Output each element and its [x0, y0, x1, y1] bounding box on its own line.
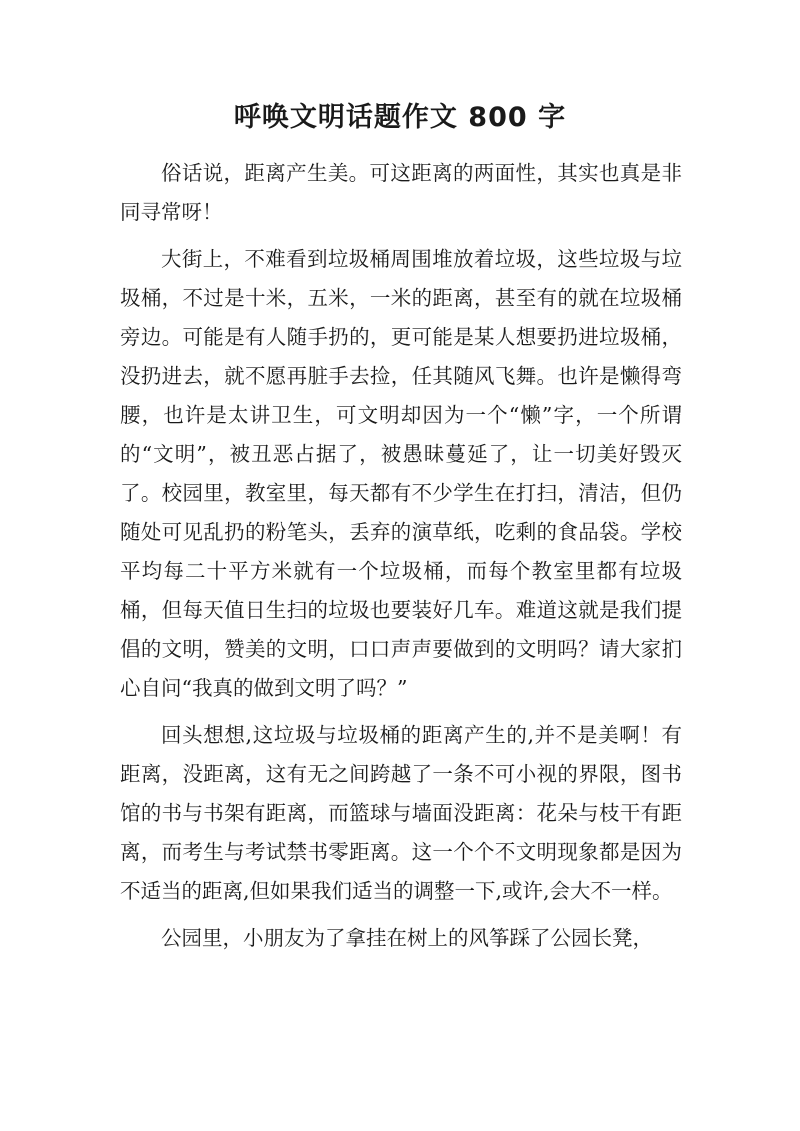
page-title: 呼唤文明话题作文 800 字: [233, 102, 567, 133]
paragraph-4: 公园里，小朋友为了拿挂在树上的风筝踩了公园长凳，: [161, 926, 653, 950]
paragraph-3: 回头想想,这垃圾与垃圾桶的距离产生的,并不是美啊！有距离，没距离，这有无之间跨越了一条不可小视的界限，图书馆的书与书架有距离，而篮球与墙面没距离：花朵与枝干有距离，而考生与考试禁书零距离。这一个个不文明现象都是因为不适当的距离,但如果我们适当的调整一下,或许,会大不一样。: [120, 723, 682, 903]
paragraph-2: 大街上，不难看到垃圾桶周围堆放着垃圾，这些垃圾与垃圾桶，不过是十米，五米，一米的距离，甚至有的就在垃圾桶旁边。可能是有人随手扔的，更可能是某人想要扔进垃圾桶，没扔进去，就不愿再脏手去捡，任其随风飞舞。也许是懒得弯腰，也许是太讲卫生，可文明却因为一个“懒”字，一个所谓的“文明”，被丑恶占据了，被愚昧蔓延了，让一切美好毁灭了。校园里，教室里，每天都有不少学生在打扫，清洁，但仍随处可见乱扔的粉笔头，丢弃的演草纸，吃剩的食品袋。学校平均每二十平方米就有一个垃圾桶，而每个教室里都有垃圾桶，但每天值日生扫的垃圾也要装好几车。难道这就是我们提倡的文明，赞美的文明，口口声声要做到的文明吗？请大家扪心自问“我真的做到文明了吗？”: [120, 247, 682, 700]
essay-body: [120, 154, 682, 966]
paragraph-1: 俗话说，距离产生美。可这距离的两面性，其实也真是非同寻常呀！: [120, 161, 682, 224]
